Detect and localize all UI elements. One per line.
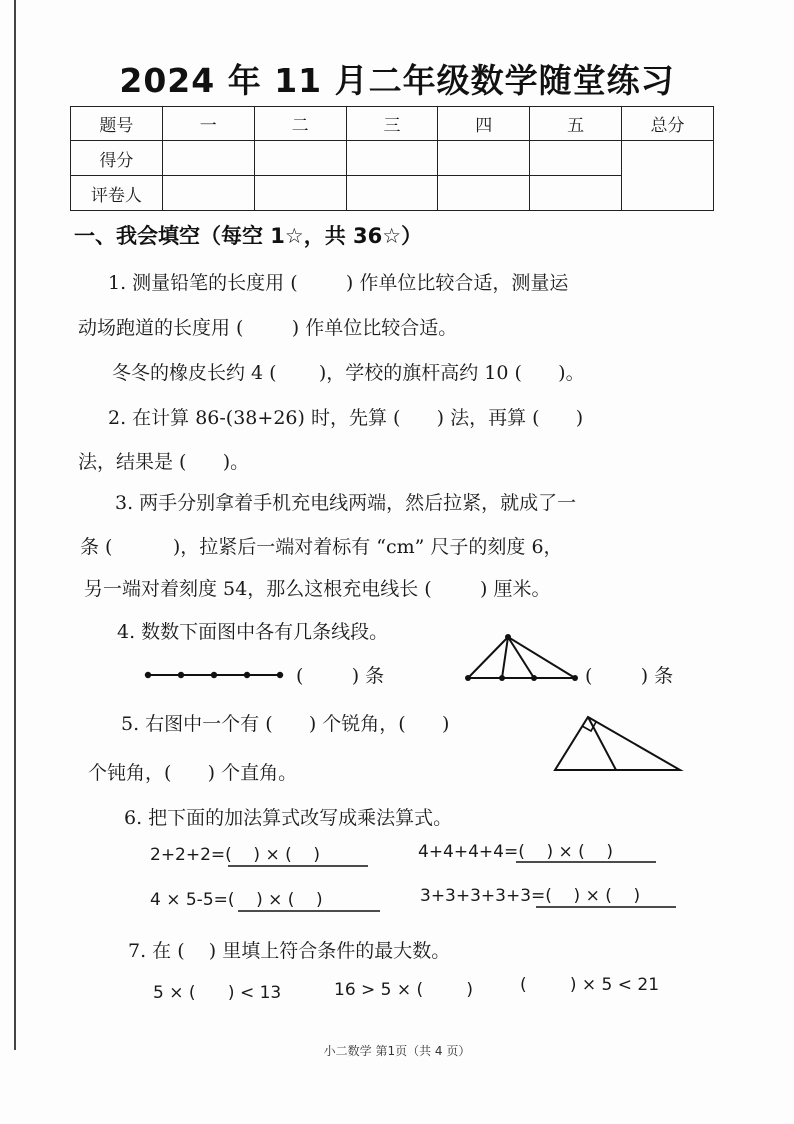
q7-line1: 7. 在 ( ) 里填上符合条件的最大数。 <box>128 940 451 962</box>
page-footer: 小二数学 第1页（共 4 页） <box>323 1044 471 1058</box>
score-header-cell: 五 <box>530 107 622 141</box>
q6-expr2: 4+4+4+4=( ) × ( ) <box>418 842 614 862</box>
q3-line2: 条 ( )，拉紧后一端对着标有 “cm” 尺子的刻度 6， <box>80 536 563 558</box>
section-heading: 一、我会填空（每空 1☆，共 36☆） <box>74 224 423 248</box>
q6-expr4: 3+3+3+3+3=( ) × ( ) <box>420 886 641 906</box>
q1-line2: 动场跑道的长度用 ( ) 作单位比较合适。 <box>78 317 458 339</box>
score-header-cell: 总分 <box>622 107 714 141</box>
q3-line3: 另一端对着刻度 54，那么这根充电线长 ( ) 厘米。 <box>84 578 551 600</box>
q1-line1: 1. 测量铅笔的长度用 ( ) 作单位比较合适，测量运 <box>108 272 569 294</box>
score-header-cell: 四 <box>438 107 530 141</box>
q1-line3: 冬冬的橡皮长约 4 ( )，学校的旗杆高约 10 ( )。 <box>112 362 585 384</box>
q4-line1: 4. 数数下面图中各有几条线段。 <box>117 621 389 643</box>
q6-line1: 6. 把下面的加法算式改写成乘法算式。 <box>124 807 453 829</box>
q6-expr1: 2+2+2=( ) × ( ) <box>150 845 320 865</box>
q5-line1: 5. 右图中一个有 ( ) 个锐角，( ) <box>121 713 450 735</box>
score-header-cell: 二 <box>254 107 346 141</box>
q3-line1: 3. 两手分别拿着手机充电线两端，然后拉紧，就成了一 <box>115 492 577 514</box>
q7-expr2: 16 > 5 × ( ) <box>334 980 474 1000</box>
q2-line1: 2. 在计算 86-(38+26) 时，先算 ( ) 法，再算 ( ) <box>108 407 584 429</box>
q5-line2: 个钝角，( ) 个直角。 <box>88 762 298 784</box>
page-title: 2024 年 11 月二年级数学随堂练习 <box>119 61 675 100</box>
q4-answer-b: ( ) 条 <box>585 665 674 687</box>
q7-expr1: 5 × ( ) < 13 <box>153 983 282 1003</box>
q7-expr3: ( ) × 5 < 21 <box>520 975 660 995</box>
score-row-label: 得分 <box>71 141 163 176</box>
score-header-cell: 题号 <box>71 107 163 141</box>
score-header-cell: 一 <box>162 107 254 141</box>
score-header-cell: 三 <box>346 107 438 141</box>
q2-line2: 法，结果是 ( )。 <box>78 451 250 473</box>
q4-answer-a: ( ) 条 <box>296 665 385 687</box>
score-row-label: 评卷人 <box>71 176 163 211</box>
q6-expr3: 4 × 5-5=( ) × ( ) <box>150 890 323 910</box>
